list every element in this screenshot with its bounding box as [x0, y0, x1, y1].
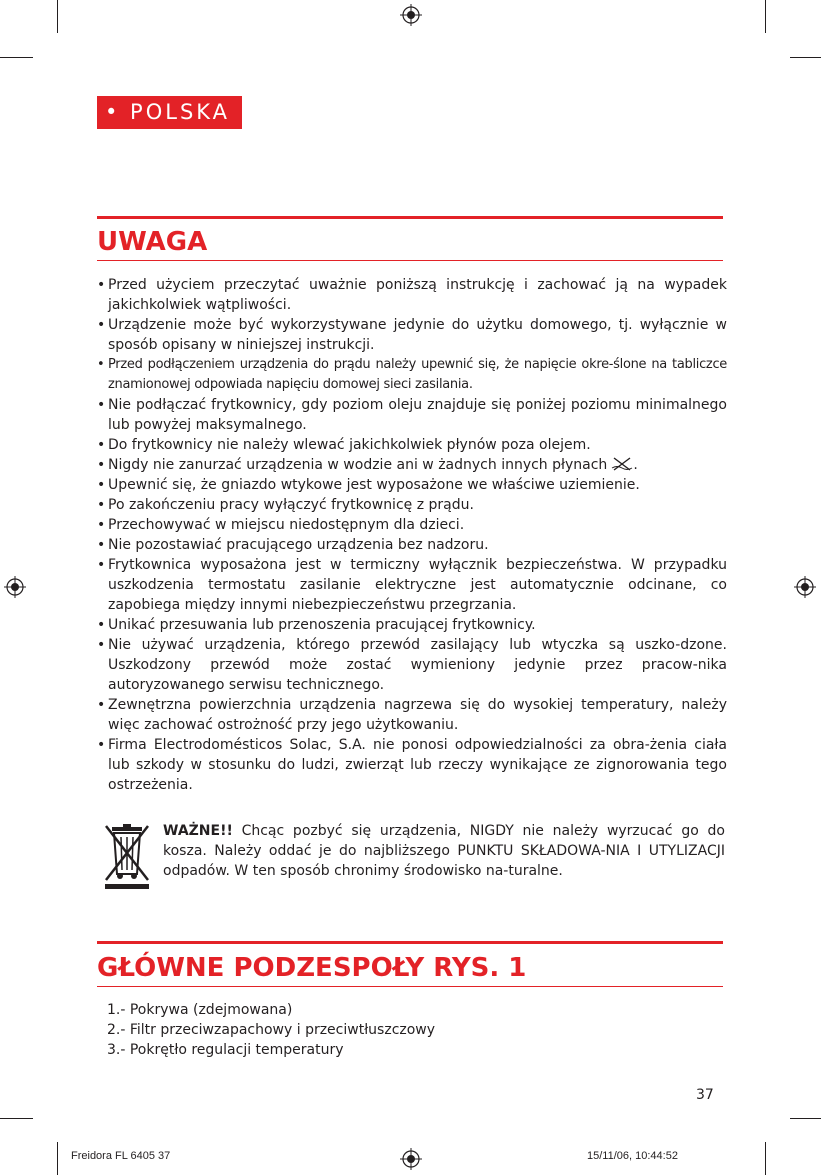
crop-mark	[57, 0, 58, 33]
disposal-notice	[163, 821, 725, 881]
crop-mark	[790, 1118, 821, 1119]
crop-mark	[790, 57, 821, 58]
warning-item: • Nie używać urządzenia, którego przewód zasilający lub wtyczka są uszko-dzone. Uszkodzony przewód może zostać wymieniony jedynie przez pracow-nika autoryzowanego serwisu technicznego.	[97, 635, 727, 695]
registration-mark-icon	[400, 1148, 422, 1170]
warning-item: • Unikać przesuwania lub przenoszenia pracującej frytkownicy.	[97, 615, 727, 635]
registration-mark-icon	[4, 576, 26, 598]
warning-item: • Nie podłączać frytkownicy, gdy poziom oleju znajduje się poniżej poziomu minimalnego lub powyżej maksymalnego.	[97, 395, 727, 435]
component-item: 1.- Pokrywa (zdejmowana)	[107, 1002, 293, 1018]
warning-item: • Przed użyciem przeczytać uważnie poniższą instrukcję i zachować ją na wypadek jakichkolwiek wątpliwości.	[97, 275, 727, 315]
warning-item: • Firma Electrodomésticos Solac, S.A. nie ponosi odpowiedzialności za obra-żenia ciała lub szkody w stosunku do ludzi, zwierząt lub rzeczy wynikające ze zignorowania tego ostrzeżenia.	[97, 735, 727, 795]
no-immersion-icon	[611, 457, 633, 471]
section-rule-bottom	[97, 260, 723, 261]
crop-mark	[765, 1142, 766, 1175]
notice-lead: WAŻNE!!	[163, 823, 233, 839]
language-tab: • POLSKA	[97, 96, 242, 129]
warning-heading: UWAGA	[97, 227, 208, 257]
warning-item: • Nie pozostawiać pracującego urządzenia bez nadzoru.	[97, 535, 727, 555]
crossed-bin-icon	[100, 822, 154, 890]
warning-item: • Zewnętrzna powierzchnia urządzenia nagrzewa się do wysokiej temperatury, należy więc zachować ostrożność przy jego użytkowaniu.	[97, 695, 727, 735]
warning-item: • Upewnić się, że gniazdo wtykowe jest wyposażone we właściwe uziemienie.	[97, 475, 727, 495]
warning-item: • Frytkownica wyposażona jest w termiczny wyłącznik bezpieczeństwa. W przypadku uszkodzenia termostatu zasilanie elektryczne jest automatycznie odcinane, co zapobiega między innymi niebezpieczeństwu przegrzania.	[97, 555, 727, 615]
section-rule-top	[97, 941, 723, 944]
crop-mark	[0, 1118, 33, 1119]
print-slug-right: 15/11/06, 10:44:52	[587, 1150, 678, 1162]
warning-item: • Nigdy nie zanurzać urządzenia w wodzie ani w żadnych innych płynach .	[97, 455, 727, 475]
warning-list	[97, 275, 727, 795]
warning-item: • Przechowywać w miejscu niedostępnym dla dzieci.	[97, 515, 727, 535]
page-number: 37	[696, 1087, 714, 1103]
component-item: 2.- Filtr przeciwzapachowy i przeciwtłuszczowy	[107, 1022, 436, 1038]
warning-item: • Urządzenie może być wykorzystywane jedynie do użytku domowego, tj. wyłącznie w sposób opisany w niniejszej instrukcji.	[97, 315, 727, 355]
crop-mark	[0, 57, 33, 58]
crop-mark	[57, 1142, 58, 1175]
registration-mark-icon	[400, 4, 422, 26]
registration-mark-icon	[794, 576, 816, 598]
section-rule-top	[97, 216, 723, 219]
print-slug-left: Freidora FL 6405 37	[71, 1150, 171, 1162]
components-heading: GŁÓWNE PODZESPOŁY RYS. 1	[97, 953, 527, 983]
warning-item: • Po zakończeniu pracy wyłączyć frytkownicę z prądu.	[97, 495, 727, 515]
warning-item: • Do frytkownicy nie należy wlewać jakichkolwiek płynów poza olejem.	[97, 435, 727, 455]
warning-item: • Przed podłączeniem urządzenia do prądu należy upewnić się, że napięcie okre-ślone na tabliczce znamionowej odpowiada napięciu domowej sieci zasilania.	[97, 355, 727, 395]
section-rule-bottom	[97, 986, 723, 987]
components-list	[107, 1000, 435, 1060]
component-item: 3.- Pokrętło regulacji temperatury	[107, 1042, 344, 1058]
crop-mark	[765, 0, 766, 33]
notice-text: Chcąc pozbyć się urządzenia, NIGDY nie należy wyrzucać go do kosza. Należy oddać je do najbliższego PUNKTU SKŁADOWA-NIA I UTYLIZACJI odpadów. W ten sposób chronimy środowisko na-turalne.	[163, 823, 725, 879]
